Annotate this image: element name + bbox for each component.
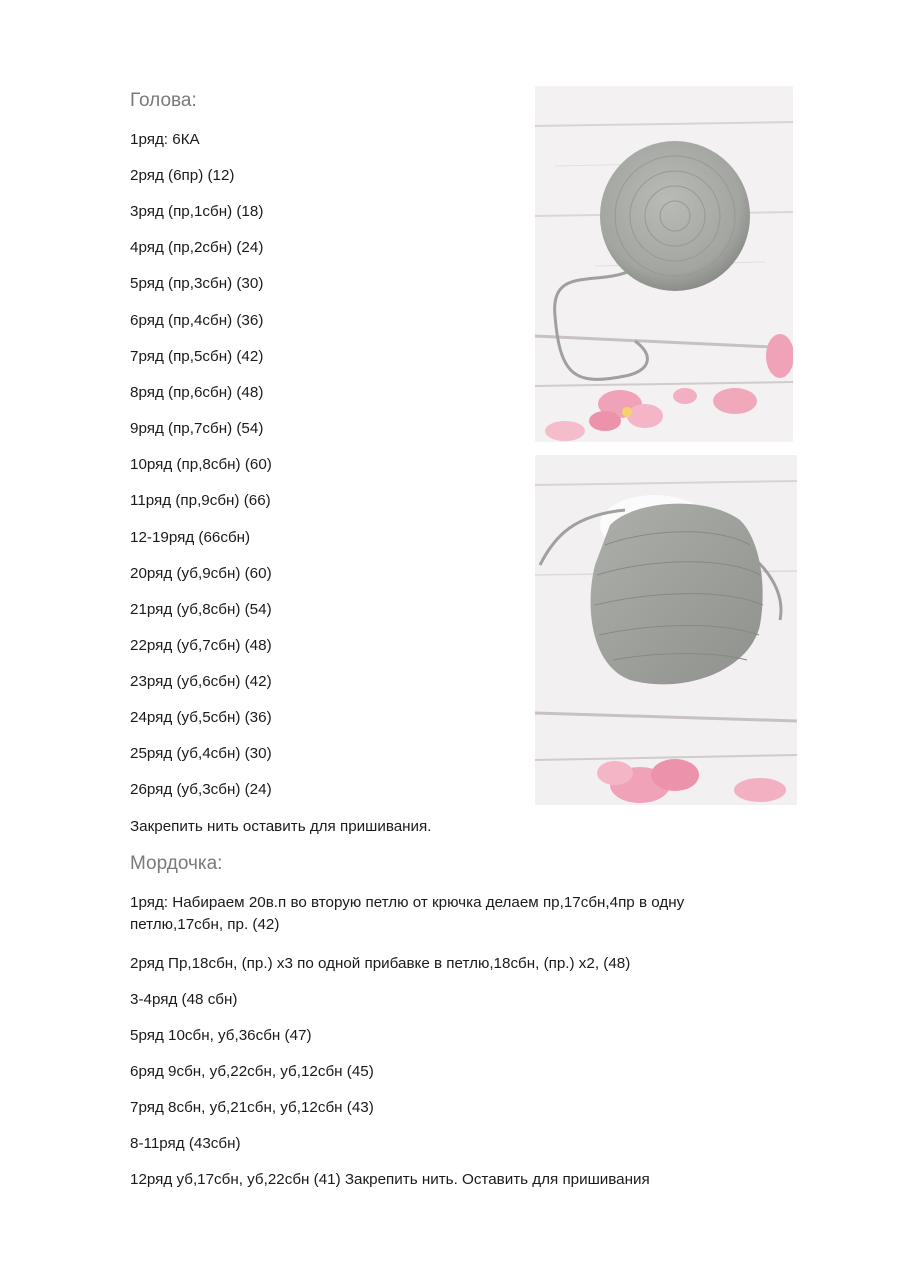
head-row: 26ряд (уб,3сбн) (24) [130, 781, 272, 798]
head-row: 6ряд (пр,4сбн) (36) [130, 312, 264, 329]
head-row: 5ряд (пр,3сбн) (30) [130, 275, 264, 292]
head-row: 25ряд (уб,4сбн) (30) [130, 745, 272, 762]
head-row: 20ряд (уб,9сбн) (60) [130, 565, 272, 582]
muzzle-section-title: Мордочка: [130, 853, 223, 874]
crochet-head-top-photo [535, 86, 793, 442]
muzzle-row: 5ряд 10сбн, уб,36сбн (47) [130, 1027, 312, 1044]
head-row: 3ряд (пр,1сбн) (18) [130, 203, 264, 220]
head-row: 1ряд: 6КА [130, 131, 200, 148]
head-row: 24ряд (уб,5сбн) (36) [130, 709, 272, 726]
muzzle-row: 3-4ряд (48 сбн) [130, 991, 238, 1008]
muzzle-row: 6ряд 9сбн, уб,22сбн, уб,12сбн (45) [130, 1063, 374, 1080]
head-row: 4ряд (пр,2сбн) (24) [130, 239, 264, 256]
head-row: 9ряд (пр,7сбн) (54) [130, 420, 264, 437]
head-row: 2ряд (6пр) (12) [130, 167, 235, 184]
head-row: 22ряд (уб,7сбн) (48) [130, 637, 272, 654]
head-row: 8ряд (пр,6сбн) (48) [130, 384, 264, 401]
muzzle-row: 1ряд: Набираем 20в.п во вторую петлю от крючка делаем пр,17сбн,4пр в одну петлю,17сбн, пр. (42) [130, 894, 685, 933]
head-row: 23ряд (уб,6сбн) (42) [130, 673, 272, 690]
head-row: 21ряд (уб,8сбн) (54) [130, 601, 272, 618]
muzzle-row: 2ряд Пр,18сбн, (пр.) х3 по одной прибавке в петлю,18сбн, (пр.) х2, (48) [130, 955, 631, 972]
head-row: 10ряд (пр,8сбн) (60) [130, 456, 272, 473]
head-row: 11ряд (пр,9сбн) (66) [130, 492, 271, 509]
head-section-title: Голова: [130, 90, 197, 111]
head-row: 7ряд (пр,5сбн) (42) [130, 348, 264, 365]
crochet-head-side-photo [535, 455, 797, 805]
muzzle-row: 7ряд 8сбн, уб,21сбн, уб,12сбн (43) [130, 1099, 374, 1116]
muzzle-row: 12ряд уб,17сбн, уб,22сбн (41) Закрепить нить. Оставить для пришивания [130, 1171, 650, 1188]
muzzle-row: 8-11ряд (43сбн) [130, 1135, 241, 1152]
head-closing-note: Закрепить нить оставить для пришивания. [130, 818, 432, 835]
head-row: 12-19ряд (66сбн) [130, 529, 251, 546]
